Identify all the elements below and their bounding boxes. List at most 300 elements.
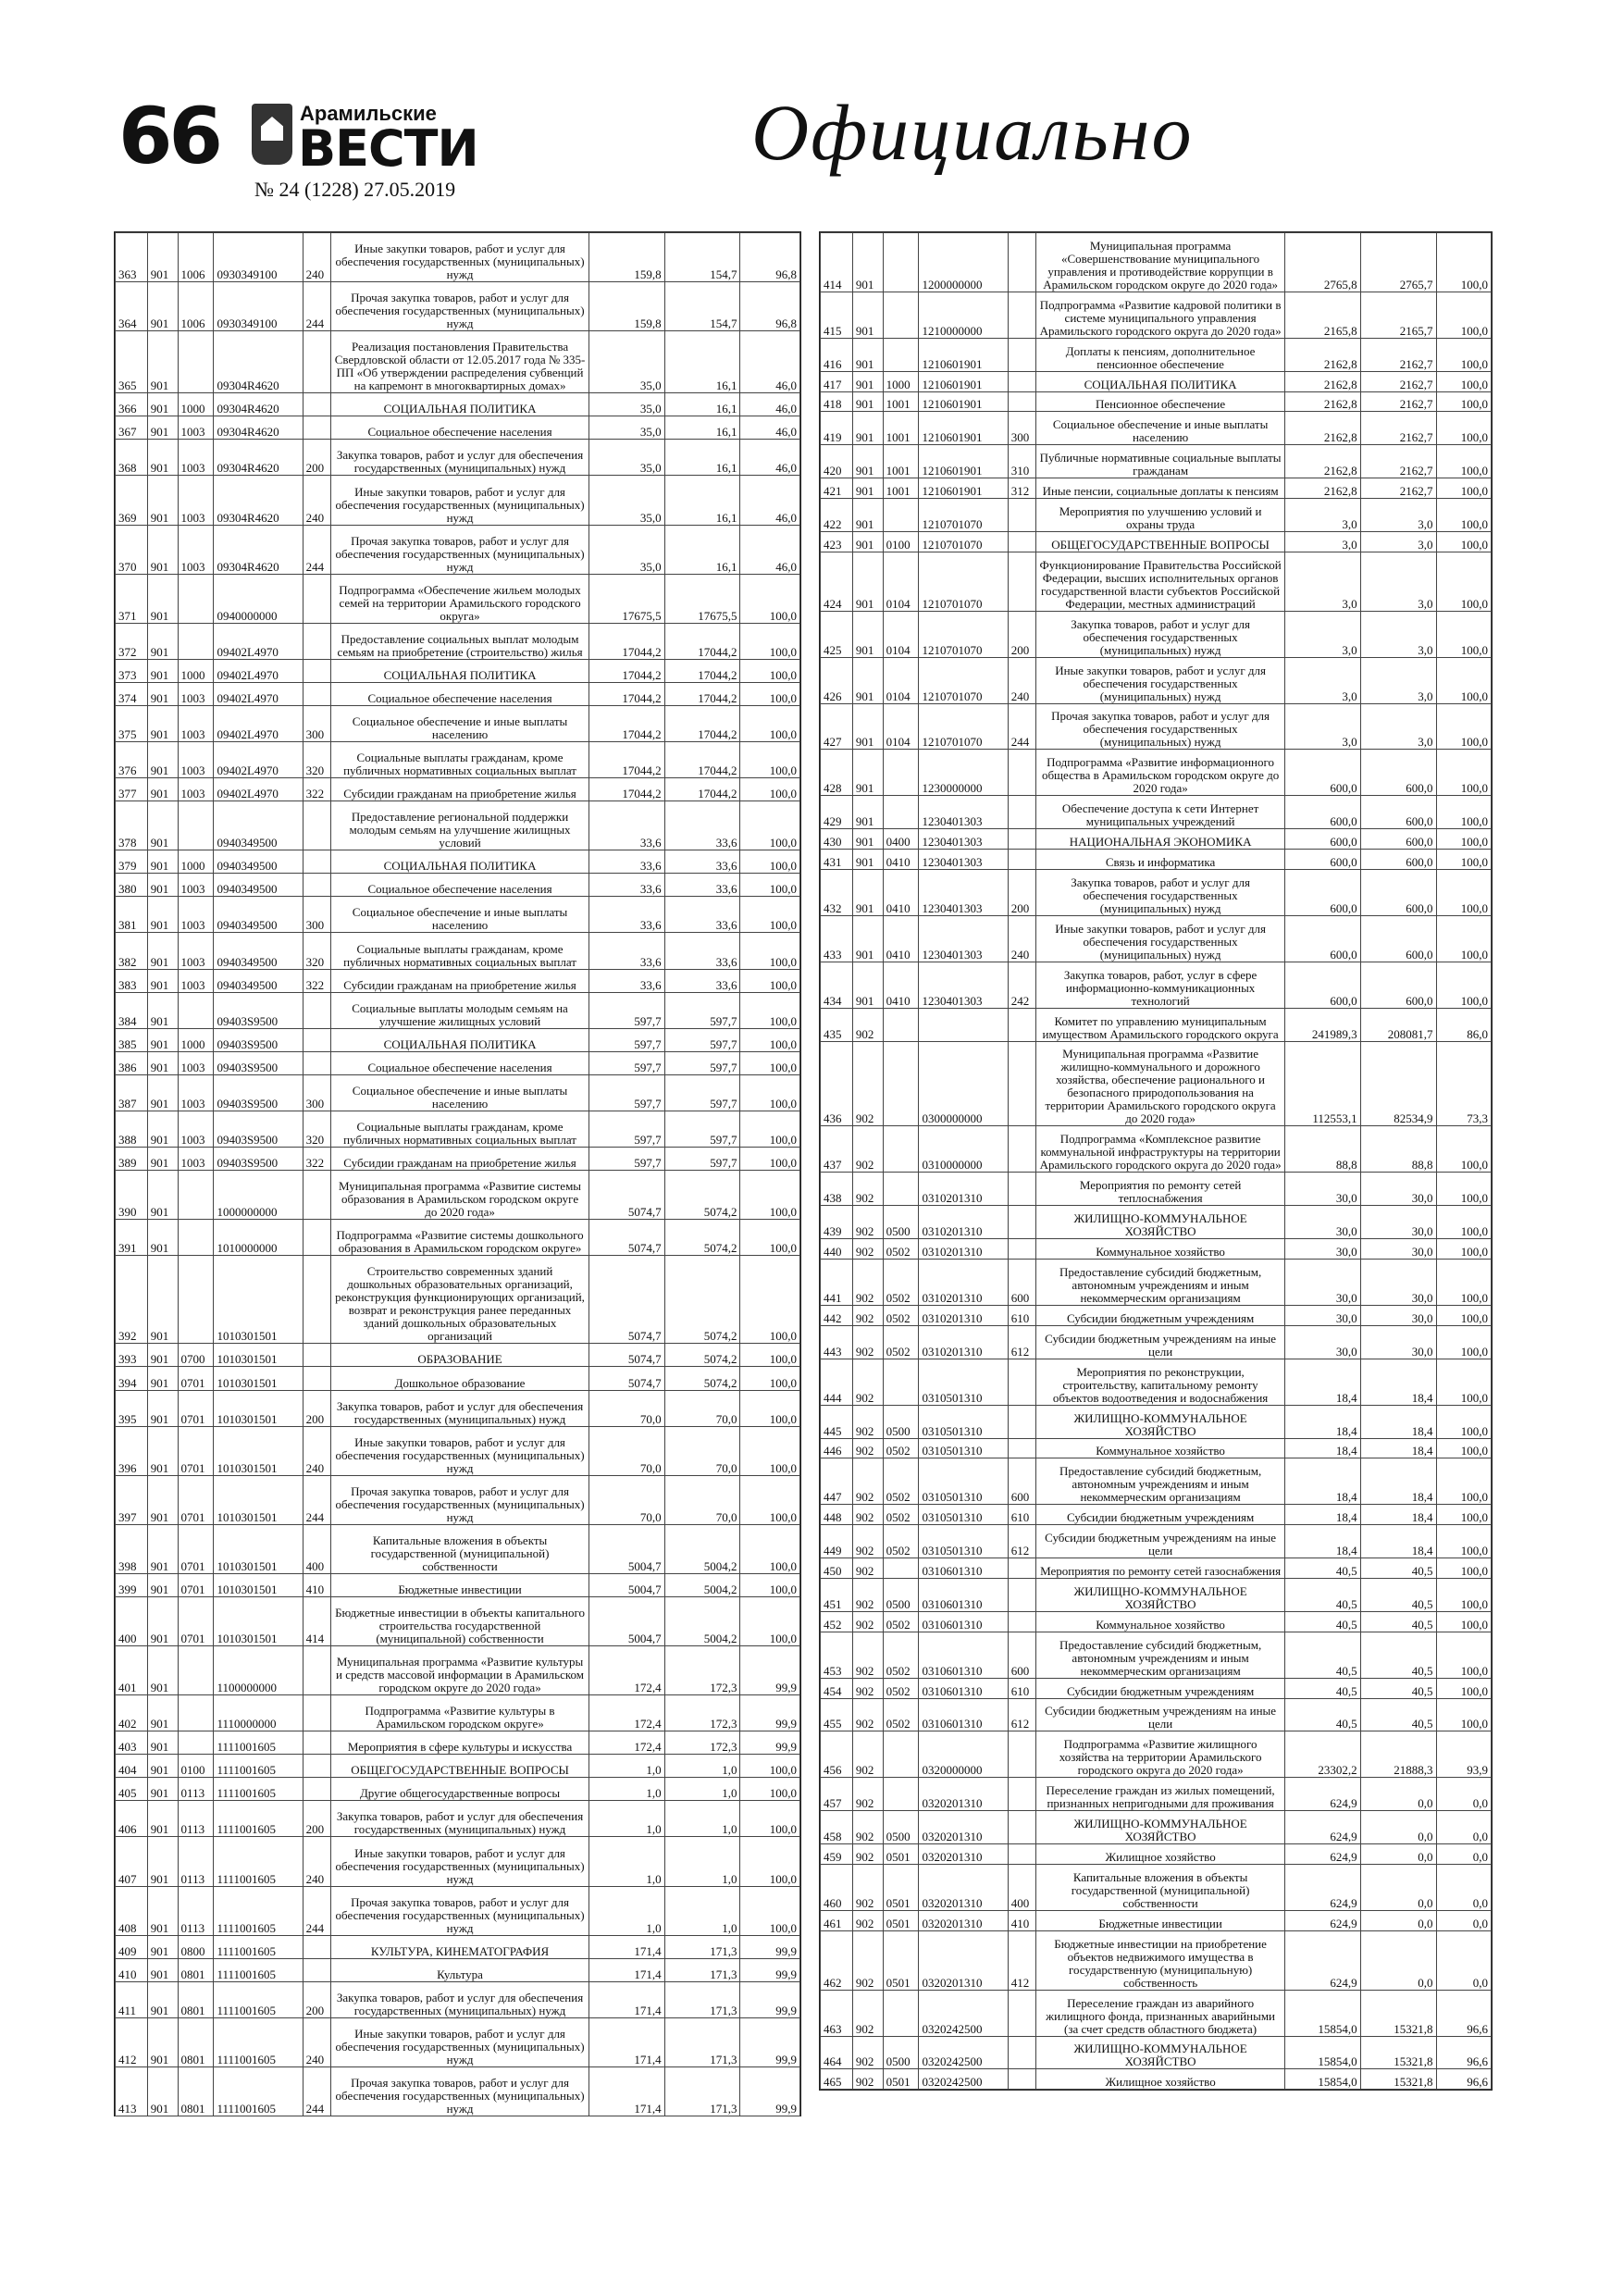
row-number: 448 xyxy=(821,1505,853,1525)
row-number: 457 xyxy=(821,1778,853,1811)
description: Муниципальная программа «Совершенствование муниципального управления и противодействие коррупции в Арамильском городском округе до 2020 года» xyxy=(1036,233,1284,292)
actual-amount: 18,4 xyxy=(1360,1458,1436,1505)
planned-amount: 3,0 xyxy=(1284,611,1360,657)
ministry-code: 902 xyxy=(852,1325,883,1359)
percent-executed: 100,0 xyxy=(740,705,800,741)
budget-table-right xyxy=(819,231,1493,2091)
row-number: 414 xyxy=(821,233,853,292)
row-number: 379 xyxy=(116,850,148,874)
target-code: 0940349500 xyxy=(214,850,303,874)
target-code: 09403S9500 xyxy=(214,1074,303,1111)
ministry-code: 901 xyxy=(147,1573,178,1596)
actual-amount: 2765,7 xyxy=(1360,233,1436,292)
table-row xyxy=(116,682,800,705)
ministry-code: 901 xyxy=(147,416,178,440)
section-code: 1001 xyxy=(883,478,919,499)
target-code: 1210701070 xyxy=(919,499,1008,532)
ministry-code: 902 xyxy=(852,1405,883,1438)
target-code: 0310601310 xyxy=(919,1578,1008,1611)
planned-amount: 3,0 xyxy=(1284,499,1360,532)
ministry-code: 902 xyxy=(852,1041,883,1126)
percent-executed: 100,0 xyxy=(1436,1505,1491,1525)
table-row xyxy=(116,778,800,801)
ministry-code: 901 xyxy=(852,829,883,850)
expense-type-code xyxy=(303,1171,331,1220)
section-code xyxy=(883,1173,919,1206)
row-number: 400 xyxy=(116,1596,148,1645)
section-code xyxy=(883,1359,919,1405)
percent-executed: 100,0 xyxy=(1436,1525,1491,1558)
ministry-code: 901 xyxy=(147,682,178,705)
table-row xyxy=(821,796,1492,829)
section-code: 1001 xyxy=(883,445,919,478)
target-code: 1230401303 xyxy=(919,850,1008,870)
row-number: 388 xyxy=(116,1111,148,1147)
planned-amount: 171,4 xyxy=(588,1981,664,2017)
target-code: 0310601310 xyxy=(919,1632,1008,1678)
section-code: 1003 xyxy=(178,1111,214,1147)
section-code: 1000 xyxy=(178,1028,214,1051)
table-row xyxy=(116,233,800,282)
planned-amount: 30,0 xyxy=(1284,1260,1360,1306)
percent-executed: 100,0 xyxy=(740,801,800,850)
table-row xyxy=(116,476,800,525)
section-code: 0501 xyxy=(883,2069,919,2090)
section-code xyxy=(883,292,919,338)
percent-executed: 100,0 xyxy=(1436,1325,1491,1359)
expense-type-code xyxy=(1008,499,1036,532)
description: Предоставление субсидий бюджетным, автономным учреждениям и иным некоммерческим организациям xyxy=(1036,1458,1284,1505)
planned-amount: 600,0 xyxy=(1284,962,1360,1008)
description: Закупка товаров, работ и услуг для обеспечения государственных (муниципальных) нужд xyxy=(331,1390,588,1426)
row-number: 421 xyxy=(821,478,853,499)
table-row xyxy=(116,705,800,741)
section-code xyxy=(178,1731,214,1755)
planned-amount: 15854,0 xyxy=(1284,1990,1360,2036)
ministry-code: 902 xyxy=(852,1910,883,1930)
description: Связь и информатика xyxy=(1036,850,1284,870)
target-code: 1210601901 xyxy=(919,371,1008,391)
description: Мероприятия в сфере культуры и искусства xyxy=(331,1731,588,1755)
row-number: 386 xyxy=(116,1051,148,1074)
description: Бюджетные инвестиции в объекты капитального строительства государственной (муниципальной) собственности xyxy=(331,1596,588,1645)
ministry-code: 901 xyxy=(147,1220,178,1256)
actual-amount: 18,4 xyxy=(1360,1405,1436,1438)
expense-type-code xyxy=(1008,552,1036,611)
percent-executed: 100,0 xyxy=(740,659,800,682)
section-code: 0410 xyxy=(883,870,919,916)
ministry-code: 901 xyxy=(852,532,883,552)
planned-amount: 624,9 xyxy=(1284,1910,1360,1930)
section-code: 0500 xyxy=(883,1578,919,1611)
description: Социальное обеспечение населения xyxy=(331,682,588,705)
percent-executed: 100,0 xyxy=(1436,412,1491,445)
description: Мероприятия по ремонту сетей газоснабжения xyxy=(1036,1558,1284,1579)
actual-amount: 0,0 xyxy=(1360,1910,1436,1930)
planned-amount: 1,0 xyxy=(588,1801,664,1837)
row-number: 406 xyxy=(116,1801,148,1837)
expense-type-code: 320 xyxy=(303,933,331,969)
table-row xyxy=(116,742,800,778)
percent-executed: 99,9 xyxy=(740,1958,800,1981)
target-code: 09304R4620 xyxy=(214,476,303,525)
planned-amount: 5004,7 xyxy=(588,1524,664,1573)
description: Субсидии бюджетным учреждениям xyxy=(1036,1678,1284,1698)
actual-amount: 33,6 xyxy=(664,933,740,969)
description: ЖИЛИЩНО-КОММУНАЛЬНОЕ ХОЗЯЙСТВО xyxy=(1036,1578,1284,1611)
table-body-left xyxy=(116,233,800,2116)
planned-amount: 30,0 xyxy=(1284,1206,1360,1239)
row-number: 458 xyxy=(821,1811,853,1844)
planned-amount: 2162,8 xyxy=(1284,371,1360,391)
table-row xyxy=(821,870,1492,916)
row-number: 436 xyxy=(821,1041,853,1126)
percent-executed: 100,0 xyxy=(740,874,800,897)
planned-amount: 40,5 xyxy=(1284,1611,1360,1632)
section-code: 0113 xyxy=(178,1886,214,1935)
description: Подпрограмма «Развитие жилищного хозяйства на территории Арамильского городского округа до 2020 года» xyxy=(1036,1731,1284,1778)
description: Подпрограмма «Развитие системы дошкольного образования в Арамильском городском округе» xyxy=(331,1220,588,1256)
table-row xyxy=(116,659,800,682)
target-code: 1010301501 xyxy=(214,1256,303,1344)
percent-executed: 100,0 xyxy=(1436,499,1491,532)
percent-executed: 100,0 xyxy=(1436,1126,1491,1173)
actual-amount: 600,0 xyxy=(1360,829,1436,850)
ministry-code: 901 xyxy=(147,1256,178,1344)
ministry-code: 901 xyxy=(147,1028,178,1051)
expense-type-code xyxy=(1008,292,1036,338)
description: Подпрограмма «Развитие культуры в Арамильском городском округе» xyxy=(331,1695,588,1731)
actual-amount: 172,3 xyxy=(664,1695,740,1731)
ministry-code: 901 xyxy=(852,371,883,391)
table-row xyxy=(116,1573,800,1596)
section-code: 0100 xyxy=(178,1755,214,1778)
percent-executed: 73,3 xyxy=(1436,1041,1491,1126)
table-row xyxy=(821,1578,1492,1611)
table-row xyxy=(116,331,800,393)
section-code: 0501 xyxy=(883,1864,919,1910)
table-row xyxy=(116,1778,800,1801)
target-code: 0320242500 xyxy=(919,1990,1008,2036)
actual-amount: 40,5 xyxy=(1360,1678,1436,1698)
ministry-code: 901 xyxy=(147,1837,178,1886)
target-code: 1210701070 xyxy=(919,703,1008,750)
planned-amount: 2162,8 xyxy=(1284,338,1360,371)
percent-executed: 46,0 xyxy=(740,440,800,476)
section-code: 0501 xyxy=(883,1930,919,1990)
section-code: 1003 xyxy=(178,933,214,969)
actual-amount: 5074,2 xyxy=(664,1367,740,1390)
description: Мероприятия по улучшению условий и охраны труда xyxy=(1036,499,1284,532)
planned-amount: 159,8 xyxy=(588,282,664,331)
row-number: 461 xyxy=(821,1910,853,1930)
table-row xyxy=(116,1886,800,1935)
row-number: 365 xyxy=(116,331,148,393)
row-number: 438 xyxy=(821,1173,853,1206)
table-row xyxy=(116,1171,800,1220)
table-row xyxy=(116,1074,800,1111)
percent-executed: 100,0 xyxy=(740,1801,800,1837)
row-number: 371 xyxy=(116,574,148,623)
description: Доплаты к пенсиям, дополнительное пенсионное обеспечение xyxy=(1036,338,1284,371)
section-code: 1003 xyxy=(178,416,214,440)
table-row xyxy=(821,1206,1492,1239)
target-code: 0310201310 xyxy=(919,1325,1008,1359)
section-title: Официально xyxy=(751,88,1194,177)
planned-amount: 70,0 xyxy=(588,1390,664,1426)
ministry-code: 901 xyxy=(852,611,883,657)
planned-amount: 30,0 xyxy=(1284,1239,1360,1260)
percent-executed: 46,0 xyxy=(740,331,800,393)
ministry-code: 901 xyxy=(852,391,883,412)
table-row xyxy=(821,499,1492,532)
table-row xyxy=(116,1475,800,1524)
expense-type-code xyxy=(1008,1731,1036,1778)
target-code: 0310201310 xyxy=(919,1239,1008,1260)
percent-executed: 100,0 xyxy=(740,850,800,874)
row-number: 389 xyxy=(116,1148,148,1171)
planned-amount: 17044,2 xyxy=(588,623,664,659)
description: Бюджетные инвестиции xyxy=(1036,1910,1284,1930)
expense-type-code: 322 xyxy=(303,1148,331,1171)
row-number: 422 xyxy=(821,499,853,532)
row-number: 384 xyxy=(116,992,148,1028)
section-code: 0502 xyxy=(883,1505,919,1525)
row-number: 442 xyxy=(821,1305,853,1325)
description: Подпрограмма «Обеспечение жильем молодых семей на территории Арамильского городского округа» xyxy=(331,574,588,623)
description: Капитальные вложения в объекты государственной (муниципальной) собственности xyxy=(331,1524,588,1573)
planned-amount: 597,7 xyxy=(588,1074,664,1111)
table-row xyxy=(116,850,800,874)
target-code: 0940349500 xyxy=(214,933,303,969)
section-code: 0701 xyxy=(178,1573,214,1596)
target-code: 0940349500 xyxy=(214,897,303,933)
target-code: 1010301501 xyxy=(214,1344,303,1367)
planned-amount: 18,4 xyxy=(1284,1438,1360,1458)
description: Комитет по управлению муниципальным имуществом Арамильского городского округа xyxy=(1036,1008,1284,1041)
ministry-code: 901 xyxy=(147,778,178,801)
target-code: 1230401303 xyxy=(919,870,1008,916)
ministry-code: 901 xyxy=(147,742,178,778)
percent-executed: 100,0 xyxy=(740,1390,800,1426)
expense-type-code: 240 xyxy=(303,233,331,282)
percent-executed: 100,0 xyxy=(1436,233,1491,292)
table-row xyxy=(821,1126,1492,1173)
actual-amount: 30,0 xyxy=(1360,1239,1436,1260)
percent-executed: 100,0 xyxy=(1436,532,1491,552)
target-code: 09304R4620 xyxy=(214,525,303,574)
expense-type-code: 242 xyxy=(1008,962,1036,1008)
ministry-code: 901 xyxy=(147,1344,178,1367)
percent-executed: 46,0 xyxy=(740,393,800,416)
ministry-code: 901 xyxy=(147,282,178,331)
planned-amount: 2162,8 xyxy=(1284,391,1360,412)
section-code: 1001 xyxy=(883,412,919,445)
ministry-code: 902 xyxy=(852,1678,883,1698)
description: Субсидии бюджетным учреждениям xyxy=(1036,1305,1284,1325)
ministry-code: 901 xyxy=(147,1171,178,1220)
expense-type-code xyxy=(303,1344,331,1367)
target-code: 0310501310 xyxy=(919,1458,1008,1505)
target-code: 1210701070 xyxy=(919,657,1008,703)
actual-amount: 3,0 xyxy=(1360,552,1436,611)
table-row xyxy=(821,962,1492,1008)
percent-executed: 100,0 xyxy=(740,992,800,1028)
logo-top-text: Арамильские xyxy=(300,102,437,125)
description: НАЦИОНАЛЬНАЯ ЭКОНОМИКА xyxy=(1036,829,1284,850)
percent-executed: 100,0 xyxy=(1436,1173,1491,1206)
description: Жилищное хозяйство xyxy=(1036,2069,1284,2090)
row-number: 404 xyxy=(116,1755,148,1778)
actual-amount: 17044,2 xyxy=(664,682,740,705)
expense-type-code: 600 xyxy=(1008,1632,1036,1678)
ministry-code: 901 xyxy=(147,992,178,1028)
row-number: 383 xyxy=(116,969,148,992)
section-code: 0500 xyxy=(883,1405,919,1438)
description: Переселение граждан из аварийного жилищного фонда, признанных аварийными (за счет средств областного бюджета) xyxy=(1036,1990,1284,2036)
section-code: 0502 xyxy=(883,1678,919,1698)
percent-executed: 100,0 xyxy=(740,1148,800,1171)
planned-amount: 600,0 xyxy=(1284,750,1360,796)
actual-amount: 17675,5 xyxy=(664,574,740,623)
issue-info: № 24 (1228) 27.05.2019 xyxy=(254,178,456,201)
percent-executed: 100,0 xyxy=(1436,1438,1491,1458)
row-number: 375 xyxy=(116,705,148,741)
percent-executed: 100,0 xyxy=(1436,657,1491,703)
planned-amount: 2165,8 xyxy=(1284,292,1360,338)
planned-amount: 2765,8 xyxy=(1284,233,1360,292)
ministry-code: 901 xyxy=(147,1524,178,1573)
section-code: 1003 xyxy=(178,705,214,741)
actual-amount: 2162,7 xyxy=(1360,391,1436,412)
expense-type-code: 200 xyxy=(303,1390,331,1426)
table-row xyxy=(116,1220,800,1256)
table-row xyxy=(821,1990,1492,2036)
percent-executed: 96,6 xyxy=(1436,2036,1491,2069)
section-code xyxy=(883,338,919,371)
actual-amount: 30,0 xyxy=(1360,1305,1436,1325)
table-row xyxy=(821,1632,1492,1678)
description: Субсидии гражданам на приобретение жилья xyxy=(331,969,588,992)
table-row xyxy=(116,801,800,850)
description: Прочая закупка товаров, работ и услуг для обеспечения государственных (муниципальных) нужд xyxy=(331,1886,588,1935)
row-number: 380 xyxy=(116,874,148,897)
actual-amount: 17044,2 xyxy=(664,705,740,741)
description: Муниципальная программа «Развитие системы образования в Арамильском городском округе до 2020 года» xyxy=(331,1171,588,1220)
section-code: 0500 xyxy=(883,2036,919,2069)
ministry-code: 901 xyxy=(147,1958,178,1981)
ministry-code: 901 xyxy=(147,801,178,850)
description: Иные пенсии, социальные доплаты к пенсиям xyxy=(1036,478,1284,499)
ministry-code: 901 xyxy=(147,331,178,393)
actual-amount: 1,0 xyxy=(664,1778,740,1801)
actual-amount: 5004,2 xyxy=(664,1524,740,1573)
section-code: 1000 xyxy=(883,371,919,391)
ministry-code: 901 xyxy=(147,1111,178,1147)
row-number: 431 xyxy=(821,850,853,870)
planned-amount: 17675,5 xyxy=(588,574,664,623)
row-number: 424 xyxy=(821,552,853,611)
expense-type-code xyxy=(303,393,331,416)
section-code: 1003 xyxy=(178,525,214,574)
table-row xyxy=(116,2066,800,2116)
row-number: 363 xyxy=(116,233,148,282)
section-code: 1003 xyxy=(178,742,214,778)
table-row xyxy=(821,1505,1492,1525)
ministry-code: 901 xyxy=(147,659,178,682)
ministry-code: 901 xyxy=(852,703,883,750)
table-row xyxy=(116,416,800,440)
row-number: 409 xyxy=(116,1935,148,1958)
row-number: 402 xyxy=(116,1695,148,1731)
target-code: 0310201310 xyxy=(919,1305,1008,1325)
percent-executed: 46,0 xyxy=(740,476,800,525)
target-code: 1100000000 xyxy=(214,1645,303,1694)
row-number: 412 xyxy=(116,2017,148,2066)
percent-executed: 100,0 xyxy=(740,1837,800,1886)
description: Субсидии бюджетным учреждениям на иные цели xyxy=(1036,1698,1284,1731)
section-code: 0104 xyxy=(883,611,919,657)
target-code: 0940349500 xyxy=(214,969,303,992)
section-code xyxy=(883,1558,919,1579)
actual-amount: 17044,2 xyxy=(664,742,740,778)
table-row xyxy=(821,1678,1492,1698)
expense-type-code: 240 xyxy=(303,1426,331,1475)
percent-executed: 100,0 xyxy=(740,623,800,659)
section-code xyxy=(178,801,214,850)
planned-amount: 624,9 xyxy=(1284,1811,1360,1844)
planned-amount: 5074,7 xyxy=(588,1344,664,1367)
percent-executed: 100,0 xyxy=(740,1220,800,1256)
description: Иные закупки товаров, работ и услуг для обеспечения государственных (муниципальных) нужд xyxy=(331,2017,588,2066)
section-code xyxy=(883,499,919,532)
planned-amount: 5074,7 xyxy=(588,1256,664,1344)
percent-executed: 96,8 xyxy=(740,282,800,331)
section-code: 0801 xyxy=(178,1981,214,2017)
section-code: 1006 xyxy=(178,233,214,282)
actual-amount: 0,0 xyxy=(1360,1930,1436,1990)
target-code: 1010301501 xyxy=(214,1390,303,1426)
actual-amount: 0,0 xyxy=(1360,1778,1436,1811)
description: Муниципальная программа «Развитие жилищно-коммунального и дорожного хозяйства, обеспечение рационального и безопасного природопользования на территории Арамильского городского округа до 2020 года» xyxy=(1036,1041,1284,1126)
ministry-code: 901 xyxy=(147,623,178,659)
target-code: 09402L4970 xyxy=(214,778,303,801)
target-code: 0310501310 xyxy=(919,1505,1008,1525)
expense-type-code xyxy=(1008,2069,1036,2090)
section-code: 0500 xyxy=(883,1206,919,1239)
target-code: 09403S9500 xyxy=(214,1028,303,1051)
description: КУЛЬТУРА, КИНЕМАТОГРАФИЯ xyxy=(331,1935,588,1958)
planned-amount: 597,7 xyxy=(588,1148,664,1171)
percent-executed: 100,0 xyxy=(740,1028,800,1051)
table-row xyxy=(116,874,800,897)
expense-type-code xyxy=(1008,1611,1036,1632)
row-number: 366 xyxy=(116,393,148,416)
actual-amount: 40,5 xyxy=(1360,1558,1436,1579)
percent-executed: 100,0 xyxy=(1436,915,1491,962)
planned-amount: 17044,2 xyxy=(588,705,664,741)
row-number: 392 xyxy=(116,1256,148,1344)
section-code: 0104 xyxy=(883,657,919,703)
table-row xyxy=(116,1731,800,1755)
row-number: 459 xyxy=(821,1844,853,1865)
section-code: 0410 xyxy=(883,850,919,870)
percent-executed: 0,0 xyxy=(1436,1811,1491,1844)
ministry-code: 901 xyxy=(147,1801,178,1837)
row-number: 416 xyxy=(821,338,853,371)
expense-type-code: 400 xyxy=(303,1524,331,1573)
actual-amount: 597,7 xyxy=(664,1051,740,1074)
